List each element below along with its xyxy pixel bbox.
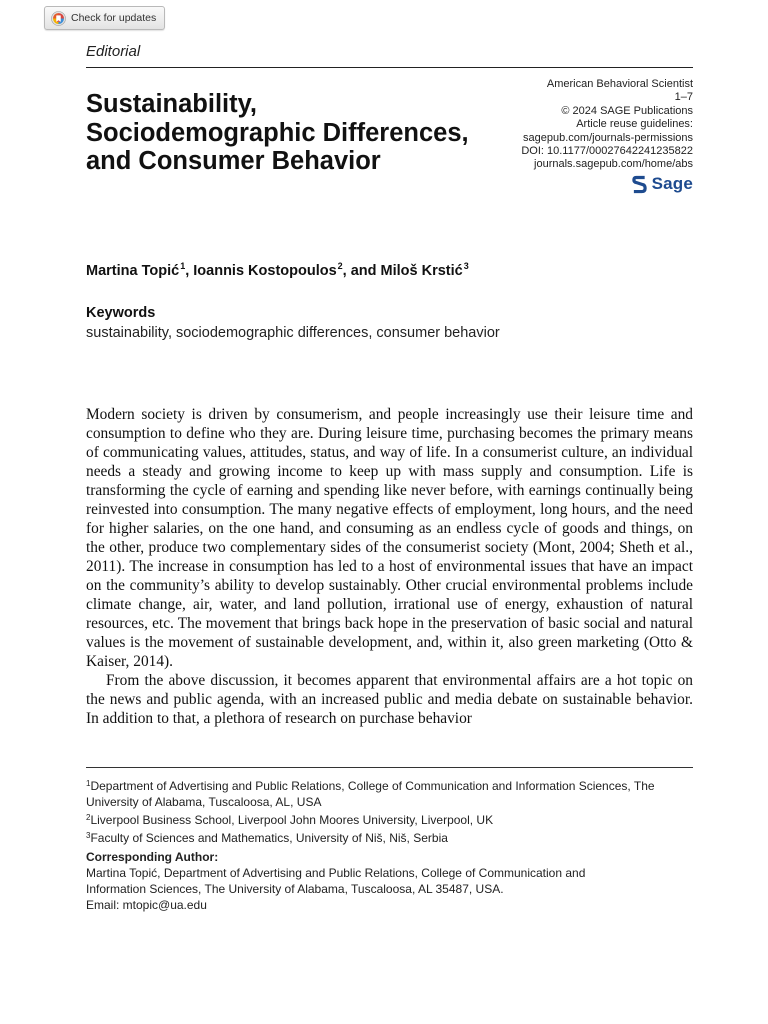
- footnote-number: 1: [86, 779, 91, 788]
- footnote-number: 3: [86, 831, 91, 840]
- reuse-link[interactable]: sagepub.com/journals-permissions: [523, 131, 693, 144]
- author-list: [86, 261, 469, 279]
- doi-link[interactable]: DOI: 10.1177/00027642241235822: [521, 145, 693, 158]
- footnote: [86, 810, 693, 828]
- sage-logo-text: Sage: [651, 174, 693, 193]
- article-body: [86, 405, 693, 728]
- section-label: Editorial: [86, 43, 141, 60]
- body-paragraph: Modern society is driven by consumerism, and people increasingly use their leisure time and consumption to define who they are. During leisure time, purchasing becomes the primary means of communicating values, attitudes, status, and way of life. In a consumerist culture, an individual needs a steady and growing income to keep up with mass supply and consumption. Life is transforming the cycle of earning and spending like never before, with earnings continually being reinvested into consumption. The many negative effects of employment, long hours, and the need for higher salaries, on the one hand, and consuming as an endless cycle of goods and things, on the other, produce two complementary sides of the consumerist society (Mont, 2004; Sheth et al., 2011). The increase in consumption has led to a host of environmental issues that have an impact on the community’s ability to develop sustainably. Other crucial environmental problems include climate change, air, water, and land pollution, irrational use of energy, exhaustion of natural resources, etc. The movement that brings back hope in the preservation of basic social and natural values is the movement of sustainable development, and, within it, also green marketing (Otto & Kaiser, 2014).: [86, 406, 693, 670]
- author-separator: ,: [185, 263, 194, 279]
- corresponding-author-line: Martina Topić, Department of Advertising and Public Relations, College of Communication and: [86, 866, 586, 880]
- author-name: Ioannis Kostopoulos: [193, 263, 337, 279]
- author-separator: , and: [342, 263, 381, 279]
- keywords-heading: Keywords: [86, 305, 156, 321]
- author-affiliation-mark: 2: [337, 261, 343, 271]
- sage-s-icon: [632, 175, 647, 194]
- journal-name: American Behavioral Scientist: [546, 78, 693, 90]
- corresponding-author-heading: Corresponding Author:: [86, 850, 219, 864]
- footnote-text: Liverpool Business School, Liverpool John Moores University, Liverpool, UK: [90, 813, 494, 827]
- crossmark-icon: [51, 11, 66, 26]
- author-affiliation-mark: 3: [463, 261, 469, 271]
- corresponding-author-email[interactable]: Email: mtopic@ua.edu: [86, 898, 207, 912]
- corresponding-author-line: Information Sciences, The University of Alabama, Tuscaloosa, AL 35487, USA.: [86, 882, 504, 896]
- reuse-label: Article reuse guidelines:: [576, 118, 693, 131]
- corresponding-author: [86, 849, 693, 913]
- copyright-line: © 2024 SAGE Publications: [561, 104, 693, 117]
- header-rule: [86, 67, 693, 68]
- footnote-rule: [86, 767, 693, 768]
- author-affiliation-mark: 1: [180, 261, 186, 271]
- body-paragraph: From the above discussion, it becomes apparent that environmental affairs are a hot topic on the news and public agenda, with an increased public and media debate on sustainable behavior. In addition to that, a plethora of research on purchase behavior: [86, 672, 693, 727]
- check-for-updates-button[interactable]: [44, 6, 165, 30]
- footnote-text: Faculty of Sciences and Mathematics, University of Niš, Niš, Serbia: [90, 831, 448, 845]
- footnote-text: Department of Advertising and Public Relations, College of Communication and Information Sciences, The University of Alabama, Tuscaloosa, AL, USA: [86, 779, 655, 809]
- journal-home-link[interactable]: journals.sagepub.com/home/abs: [534, 158, 693, 171]
- check-for-updates-label: Check for updates: [71, 12, 157, 24]
- author-name: Martina Topić: [86, 263, 180, 279]
- journal-pages: 1–7: [674, 91, 693, 104]
- article-title: Sustainability, Sociodemographic Differences, and Consumer Behavior: [86, 90, 469, 175]
- author-name: Miloš Krstić: [380, 263, 463, 279]
- footnote-number: 2: [86, 813, 91, 822]
- journal-info: [433, 78, 693, 172]
- affiliation-footnotes: [86, 776, 693, 846]
- keywords-text: sustainability, sociodemographic differences, consumer behavior: [86, 325, 500, 341]
- footnote: [86, 828, 693, 846]
- footnote: [86, 776, 693, 810]
- sage-logo: [632, 174, 693, 194]
